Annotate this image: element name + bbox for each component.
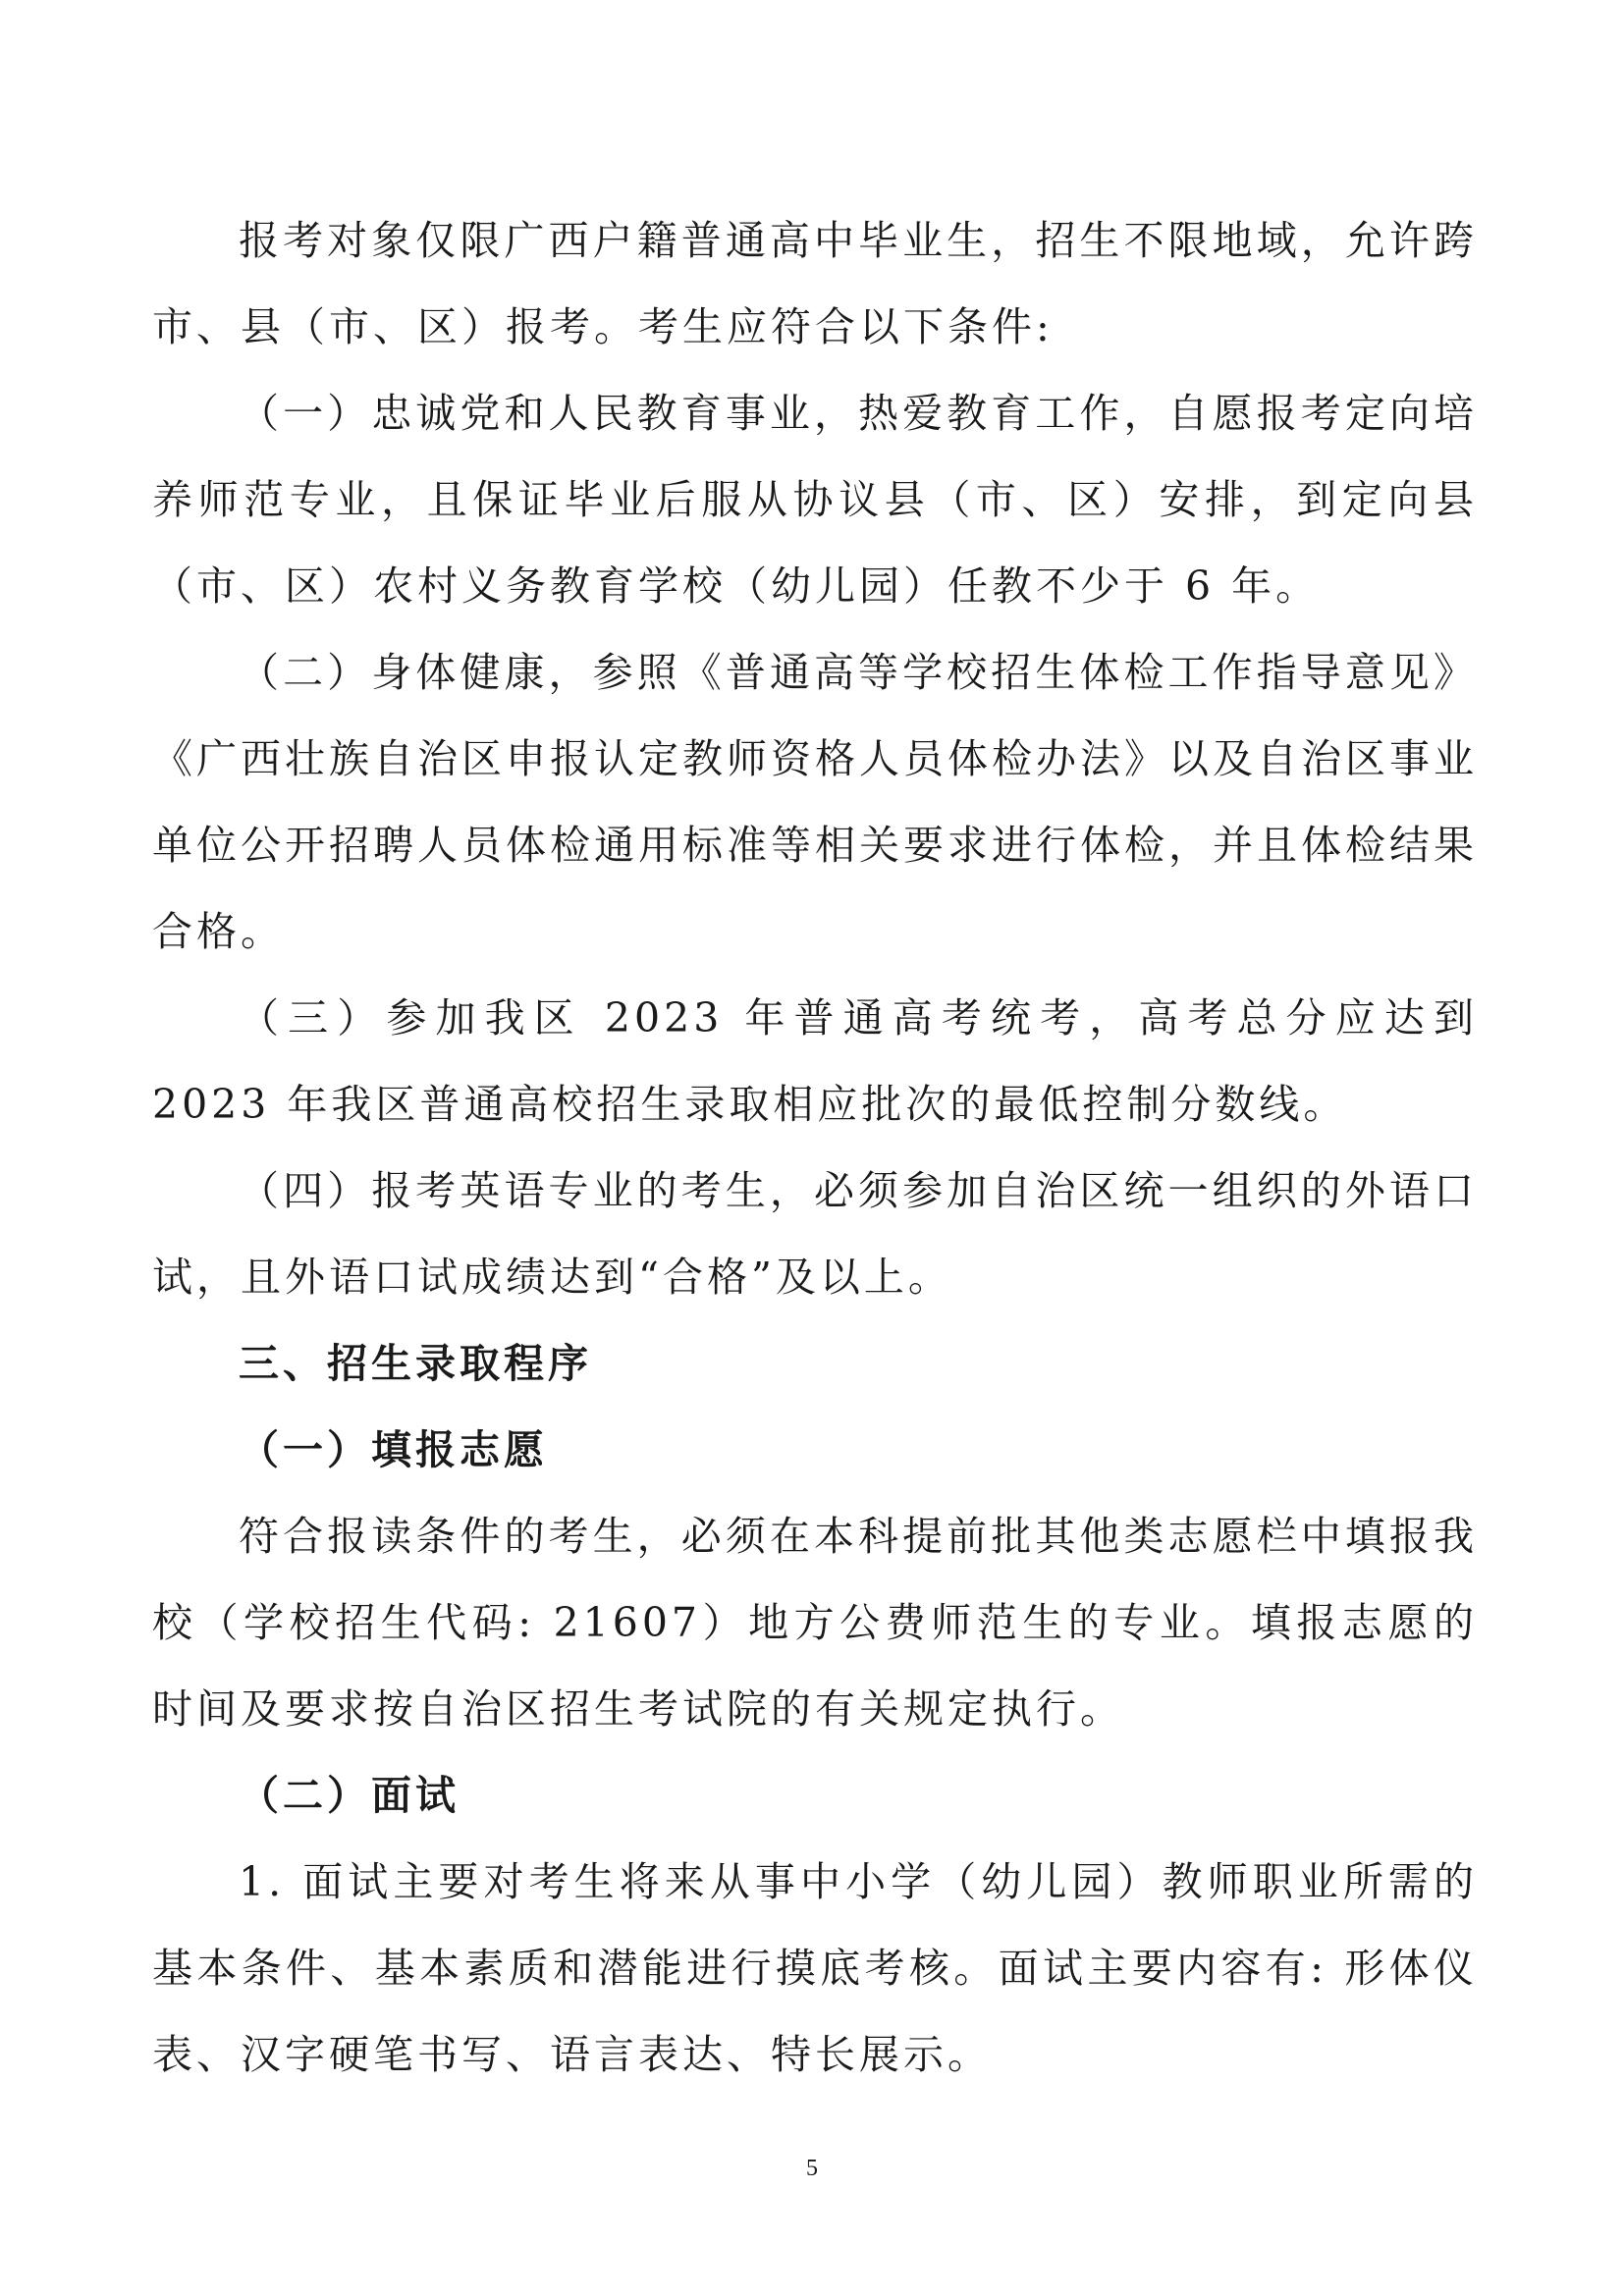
paragraph-condition-3: （三）参加我区 2023 年普通高考统考，高考总分应达到 2023 年我区普通高校招生录取相应批次的最低控制分数线。 [152, 994, 1478, 1128]
subsection-heading-interview: （二）面试 [239, 1772, 460, 1819]
paragraph-application: 符合报读条件的考生，必须在本科提前批其他类志愿栏中填报我校（学校招生代码: 21607）地方公费师范生的专业。填报志愿的时间及要求按自治区招生考试院的有关规定执行。 [152, 1513, 1478, 1733]
paragraph-condition-2: （二）身体健康，参照《普通高等学校招生体检工作指导意见》《广西壮族自治区申报认定教师资格人员体检办法》以及自治区事业单位公开招聘人员体检通用标准等相关要求进行体检，并且体检结果合格。 [152, 649, 1478, 955]
paragraph-interview: 1. 面试主要对考生将来从事中小学（幼儿园）教师职业所需的基本条件、基本素质和潜能进行摸底考核。面试主要内容有: 形体仪表、汉字硬笔书写、语言表达、特长展示。 [152, 1858, 1478, 2078]
paragraph-condition-1: （一）忠诚党和人民教育事业，热爱教育工作，自愿报考定向培养师范专业，且保证毕业后服从协议县（市、区）安排，到定向县（市、区）农村义务教育学校（幼儿园）任教不少于 6 年。 [152, 390, 1478, 610]
subsection-heading-application: （一）填报志愿 [239, 1426, 548, 1473]
section-heading: 三、招生录取程序 [239, 1340, 592, 1387]
page-number: 5 [806, 2156, 818, 2181]
paragraph-condition-4: （四）报考英语专业的考生，必须参加自治区统一组织的外语口试，且外语口试成绩达到“合格”及以上。 [152, 1167, 1478, 1301]
paragraph-eligibility-intro: 报考对象仅限广西户籍普通高中毕业生，招生不限地域，允许跨市、县（市、区）报考。考生应符合以下条件: [152, 217, 1478, 350]
